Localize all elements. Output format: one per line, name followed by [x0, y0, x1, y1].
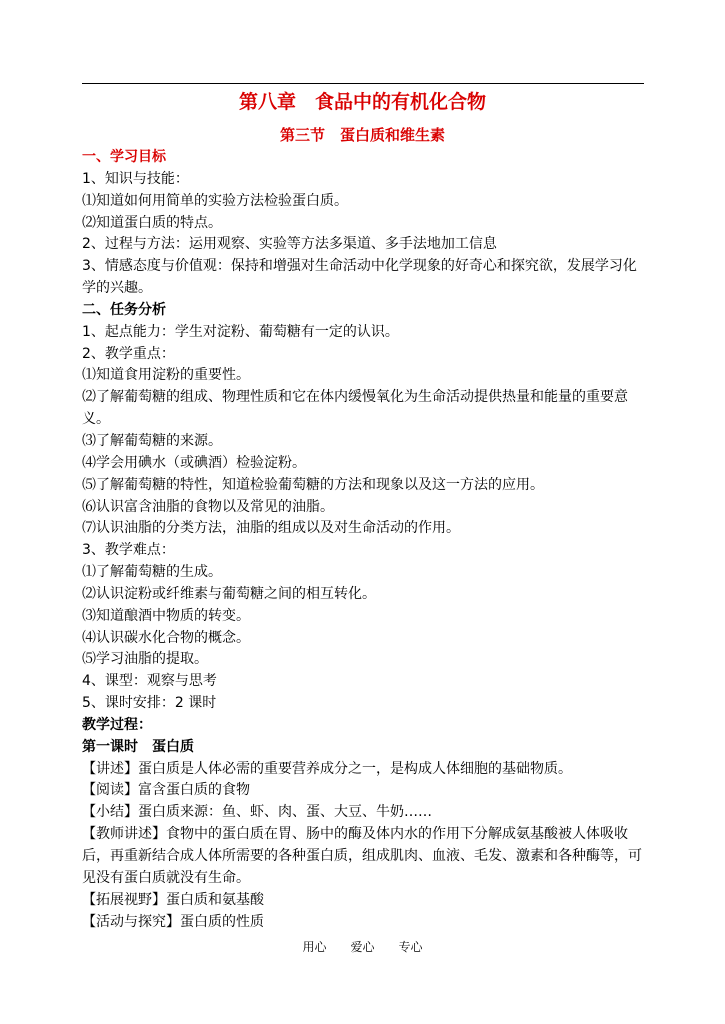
text-line: ⑴知道食用淀粉的重要性。 [82, 367, 250, 384]
text-line: 【阅读】富含蛋白质的食物 [82, 782, 250, 799]
text-line: 【活动与探究】蛋白质的性质 [82, 913, 264, 930]
text-line: 【拓展视野】蛋白质和氨基酸 [82, 891, 264, 908]
text-line: ⑵认识淀粉或纤维素与葡萄糖之间的相互转化。 [82, 585, 376, 602]
text-line: ⑵了解葡萄糖的组成、物理性质和它在体内缓慢氧化为生命活动提供热量和能量的重要意义。 [82, 389, 628, 428]
page-footer: 用心 爱心 专心 [302, 940, 423, 954]
text-line: 5、课时安排：2 课时 [82, 695, 217, 712]
text-line: ⑷认识碳水化合物的概念。 [82, 629, 250, 646]
text-line: ⑶知道酿酒中物质的转变。 [82, 607, 250, 624]
text-line: ⑶了解葡萄糖的来源。 [82, 432, 222, 449]
text-line: ⑵知道蛋白质的特点。 [82, 214, 222, 231]
text-line: ⑸了解葡萄糖的特性，知道检验葡萄糖的方法和现象以及这一方法的应用。 [82, 476, 544, 493]
text-line: 【讲述】蛋白质是人体必需的重要营养成分之一，是构成人体细胞的基础物质。 [82, 760, 572, 777]
text-line: ⑴知道如何用简单的实验方法检验蛋白质。 [82, 192, 348, 209]
text-line: 3、教学难点： [82, 542, 175, 559]
text-line: 3、情感态度与价值观：保持和增强对生命活动中化学现象的好奇心和探究欲，发展学习化学的兴趣。 [82, 258, 637, 297]
text-line: ⑸学习油脂的提取。 [82, 651, 208, 668]
chapter-title: 第八章 食品中的有机化合物 [238, 91, 486, 113]
text-line: ⑴了解葡萄糖的生成。 [82, 564, 222, 581]
text-line: 【教师讲述】食物中的蛋白质在胃、肠中的酶及体内水的作用下分解成氨基酸被人体吸收后，再重新结合成人体所需要的各种蛋白质，组成肌肉、血液、毛发、激素和各种酶等，可见没有蛋白质就没有生命。 [82, 826, 642, 886]
text-line: 1、知识与技能： [82, 170, 189, 187]
text-line: 【小结】蛋白质来源：鱼、虾、肉、蛋、大豆、牛奶…… [82, 804, 432, 821]
text-line: ⑺认识油脂的分类方法，油脂的组成以及对生命活动的作用。 [82, 520, 460, 537]
text-line: 2、过程与方法：运用观察、实验等方法多渠道、多手法地加工信息 [82, 236, 497, 253]
text-line: ⑷学会用碘水（或碘酒）检验淀粉。 [82, 454, 306, 471]
section-heading: 一、学习目标 [82, 149, 166, 165]
text-line: ⑹认识富含油脂的食物以及常见的油脂。 [82, 498, 334, 515]
text-line: 4、课型：观察与思考 [82, 673, 217, 690]
text-line: 1、起点能力：学生对淀粉、葡萄糖有一定的认识。 [82, 323, 399, 340]
section-title: 第三节 蛋白质和维生素 [279, 126, 445, 144]
text-line: 2、教学重点： [82, 345, 175, 362]
document-body [82, 147, 648, 933]
section-heading: 教学过程： [82, 716, 152, 733]
section-heading: 第一课时 蛋白质 [82, 738, 194, 755]
section-heading: 二、任务分析 [82, 301, 166, 318]
header-rule [82, 83, 644, 84]
